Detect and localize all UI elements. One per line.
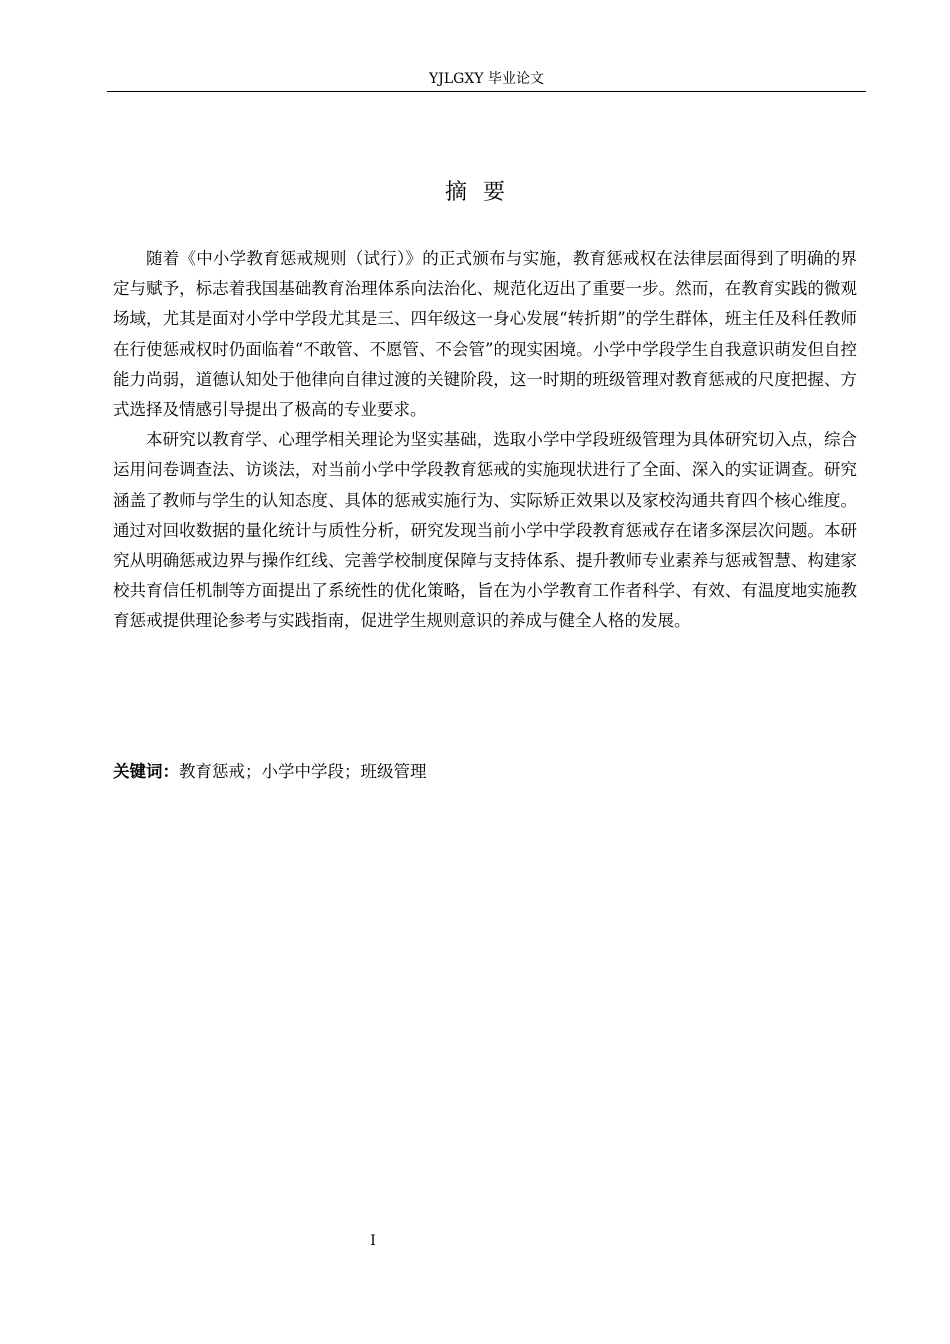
keywords-line <box>113 758 427 786</box>
abstract-body <box>113 244 857 637</box>
page-number: I <box>370 1233 376 1249</box>
page-header: YJLGXY 毕业论文 <box>429 71 544 87</box>
abstract-paragraph-1: 随着《中小学教育惩戒规则（试行）》的正式颁布与实施，教育惩戒权在法律层面得到了明确的界定与赋予，标志着我国基础教育治理体系向法治化、规范化迈出了重要一步。然而，在教育实践的微观场域，尤其是面对小学中学段尤其是三、四年级这一身心发展“转折期”的学生群体，班主任及科任教师在行使惩戒权时仍面临着“不敢管、不愿管、不会管”的现实困境。小学中学段学生自我意识萌发但自控能力尚弱，道德认知处于他律向自律过渡的关键阶段，这一时期的班级管理对教育惩戒的尺度把握、方式选择及情感引导提出了极高的专业要求。 <box>113 249 857 420</box>
header-rule <box>107 91 866 92</box>
keywords-value: 教育惩戒；小学中学段；班级管理 <box>179 762 427 781</box>
keywords-label: 关键词： <box>113 762 179 781</box>
abstract-title: 摘要 <box>444 180 521 205</box>
abstract-paragraph-2: 本研究以教育学、心理学相关理论为坚实基础，选取小学中学段班级管理为具体研究切入点，综合运用问卷调查法、访谈法，对当前小学中学段教育惩戒的实施现状进行了全面、深入的实证调查。研究涵盖了教师与学生的认知态度、具体的惩戒实施行为、实际矫正效果以及家校沟通共育四个核心维度。通过对回收数据的量化统计与质性分析，研究发现当前小学中学段教育惩戒存在诸多深层次问题。本研究从明确惩戒边界与操作红线、完善学校制度保障与支持体系、提升教师专业素养与惩戒智慧、构建家校共育信任机制等方面提出了系统性的优化策略，旨在为小学教育工作者科学、有效、有温度地实施教育惩戒提供理论参考与实践指南，促进学生规则意识的养成与健全人格的发展。 <box>113 430 857 631</box>
